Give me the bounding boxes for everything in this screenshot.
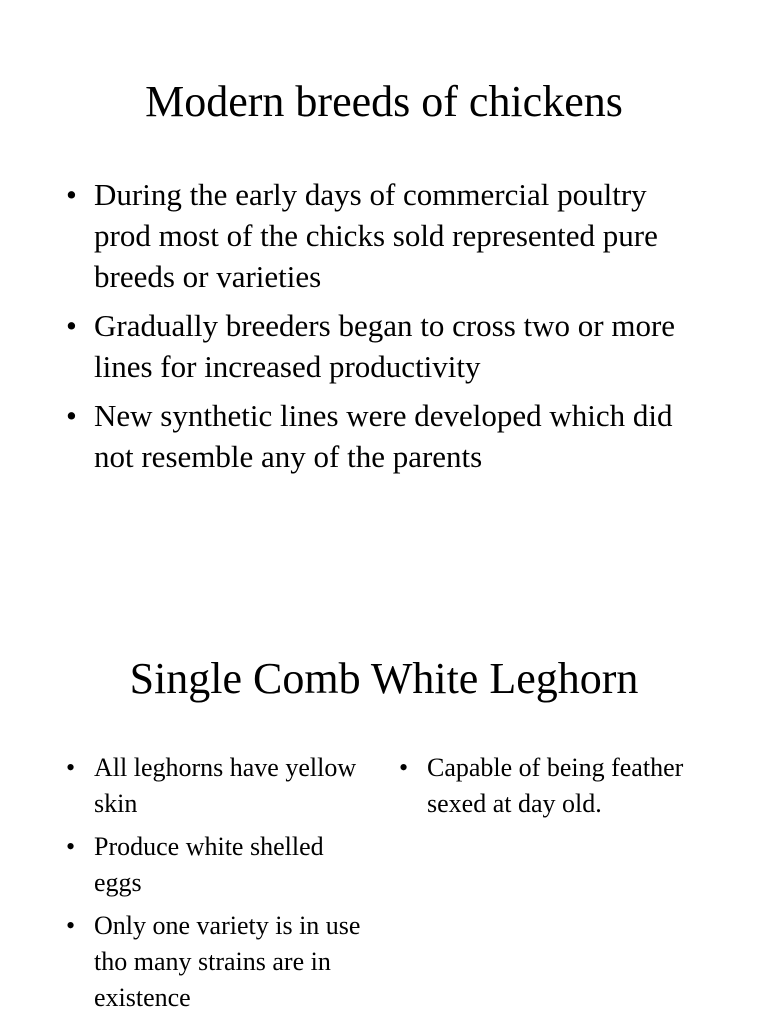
list-item (66, 750, 366, 822)
list-item-text: All leghorns have yellow skin (94, 753, 357, 818)
bullet-icon: • (66, 308, 77, 343)
list-item (66, 305, 706, 387)
bullet-icon: • (66, 911, 76, 940)
bullet-icon: • (66, 398, 77, 433)
slide-title: Single Comb White Leghorn (129, 654, 639, 703)
slide-leghorn (0, 520, 768, 1024)
bullet-icon: • (399, 753, 409, 782)
bullet-list (66, 174, 706, 485)
bullet-icon: • (66, 832, 76, 861)
list-item-text: Produce white shelled eggs (94, 832, 324, 897)
list-item (66, 829, 366, 901)
list-item (66, 395, 706, 477)
list-item (66, 908, 366, 1016)
bullet-icon: • (66, 177, 77, 212)
slide-title: Modern breeds of chickens (145, 77, 623, 126)
list-item (399, 750, 699, 822)
list-item-text: New synthetic lines were developed which did not resemble any of the parents (94, 398, 673, 474)
list-item-text: Gradually breeders began to cross two or more lines for increased productivity (94, 308, 676, 384)
bullet-list-left (66, 750, 366, 1023)
list-item-text: Only one variety is in use tho many strains are in existence (94, 911, 361, 1012)
list-item-text: During the early days of commercial poultry prod most of the chicks sold represented pure breeds or varieties (94, 177, 658, 294)
bullet-list-right (399, 750, 699, 829)
list-item (66, 174, 706, 297)
bullet-icon: • (66, 753, 76, 782)
list-item-text: Capable of being feather sexed at day old. (427, 753, 684, 818)
